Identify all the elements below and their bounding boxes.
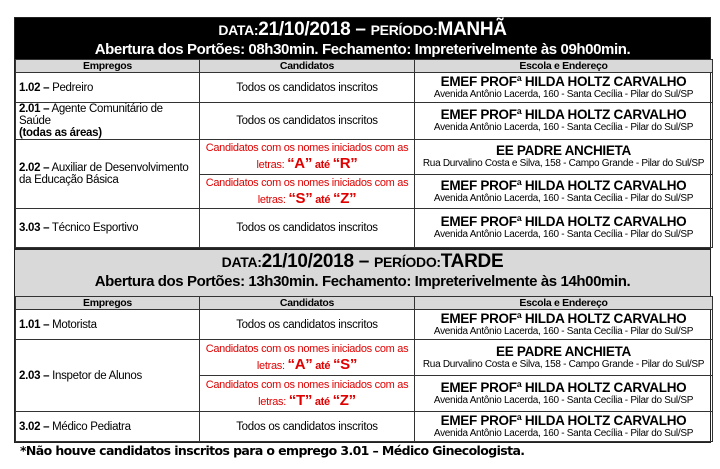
column-header: Escola e Endereço <box>415 297 713 310</box>
table-row <box>16 209 713 248</box>
range-text: Candidatos com os nomes iniciados com as letras: <box>205 342 409 372</box>
school-name: EMEF PROFª HILDA HOLTZ CARVALHO <box>440 310 687 326</box>
candidates-text: Todos os candidatos inscritos <box>236 420 378 433</box>
school-cell <box>415 103 713 140</box>
candidates-text: Todos os candidatos inscritos <box>236 81 378 94</box>
job-name: Auxiliar de Desenvolvimento da Educação Básica <box>19 162 189 186</box>
job-cell <box>16 103 200 140</box>
gates-schedule: Abertura dos Portões: 13h30min. Fechamento: Impreterivelmente às 14h00min. <box>94 273 631 290</box>
school-address: Rua Durvalino Costa e Silva, 158 - Campo Grande - Pilar do Sul/SP <box>422 158 705 169</box>
school-cell <box>415 140 713 175</box>
schedule-header <box>15 250 710 296</box>
candidates-cell <box>200 103 415 140</box>
job-cell <box>16 140 200 209</box>
range-text: Candidatos com os nomes iniciados com as letras: <box>205 378 409 408</box>
candidates-cell <box>200 140 415 175</box>
column-header: Empregos <box>16 60 200 73</box>
candidates-cell <box>200 310 415 340</box>
job-code: 2.02 – <box>19 162 50 174</box>
table-row <box>16 140 713 175</box>
school-cell <box>415 412 713 442</box>
candidates-cell <box>200 73 415 103</box>
school-name: EMEF PROFª HILDA HOLTZ CARVALHO <box>440 379 687 395</box>
job-cell <box>16 412 200 442</box>
candidates-range <box>203 342 411 374</box>
job-name: Motorista <box>49 318 97 331</box>
school-name: EE PADRE ANCHIETA <box>496 143 631 158</box>
range-to: “S” <box>332 355 358 373</box>
gates-schedule: Abertura dos Portões: 08h30min. Fechamento: Impreterivelmente às 09h00min. <box>94 41 631 58</box>
range-to: “R” <box>332 155 358 172</box>
table-row <box>16 412 713 442</box>
schedule-title <box>15 18 710 41</box>
school-name: EMEF PROFª HILDA HOLTZ CARVALHO <box>440 214 687 229</box>
job-cell <box>16 310 200 340</box>
range-from: “A” <box>287 355 313 373</box>
date-label: DATA: <box>221 254 262 270</box>
job-name: Inspetor de Alunos <box>49 369 142 382</box>
school-name: EMEF PROFª HILDA HOLTZ CARVALHO <box>440 107 687 122</box>
range-from: “S” <box>288 189 313 207</box>
range-from: “T” <box>288 391 313 409</box>
footnote: *Não houve candidatos inscritos para o emprego 3.01 – Médico Ginecologista. <box>20 443 525 458</box>
school-address: Avenida Antônio Lacerda, 160 - Santa Cecília - Pilar do Sul/SP <box>433 229 694 240</box>
range-from: “A” <box>287 155 313 172</box>
table-row <box>16 73 713 103</box>
school-cell <box>415 73 713 103</box>
school-address: Avenida Antônio Lacerda, 160 - Santa Cecília - Pilar do Sul/SP <box>433 192 694 204</box>
schedule-morning <box>14 17 711 249</box>
candidates-cell <box>200 340 415 376</box>
school-cell <box>415 376 713 412</box>
table-row <box>16 310 713 340</box>
school-name: EE PADRE ANCHIETA <box>496 343 631 359</box>
school-cell <box>415 209 713 248</box>
candidates-cell <box>200 376 415 412</box>
school-cell <box>415 175 713 209</box>
range-until: até <box>314 395 330 408</box>
period-label: PERÍODO: <box>370 22 438 38</box>
range-until: até <box>315 359 331 372</box>
date: 21/10/2018 <box>258 19 351 40</box>
candidates-text: Todos os candidatos inscritos <box>236 318 378 331</box>
column-header-row <box>16 60 713 73</box>
candidates-text: Todos os candidatos inscritos <box>236 222 378 234</box>
column-header: Empregos <box>16 297 200 310</box>
school-address: Rua Durvalino Costa e Silva, 158 - Campo Grande - Pilar do Sul/SP <box>422 358 705 370</box>
job-name: Médico Pediatra <box>49 420 131 433</box>
dash: – <box>350 19 371 40</box>
period: MANHÃ <box>437 19 507 40</box>
column-header: Candidatos <box>200 297 415 310</box>
job-cell <box>16 340 200 412</box>
range-text: Candidatos com os nomes iniciados com as letras: <box>205 176 409 206</box>
job-note: (todas as áreas) <box>19 127 102 139</box>
candidates-cell <box>200 175 415 209</box>
range-until: até <box>314 159 330 171</box>
column-header: Escola e Endereço <box>415 60 713 73</box>
job-code: 3.03 – <box>19 222 50 234</box>
schedule-header <box>15 18 710 59</box>
school-cell <box>415 310 713 340</box>
date: 21/10/2018 <box>261 251 354 272</box>
table-row <box>16 340 713 376</box>
schedule-table <box>15 296 713 442</box>
candidates-text: Todos os candidatos inscritos <box>236 115 378 127</box>
candidates-cell <box>200 412 415 442</box>
range-to: “Z” <box>332 391 356 409</box>
job-code: 1.01 – <box>19 318 50 331</box>
job-name: Pedreiro <box>49 81 94 94</box>
schedule-table <box>15 59 713 248</box>
school-address: Avenida Antônio Lacerda, 160 - Santa Cecília - Pilar do Sul/SP <box>433 88 694 100</box>
school-address: Avenida Antônio Lacerda, 160 - Santa Cecília - Pilar do Sul/SP <box>433 325 694 337</box>
period: TARDE <box>440 251 504 272</box>
column-header-row <box>16 297 713 310</box>
range-until: até <box>315 193 331 206</box>
school-address: Avenida Antônio Lacerda, 160 - Santa Cecília - Pilar do Sul/SP <box>433 394 694 406</box>
job-code: 1.02 – <box>19 81 50 94</box>
job-code: 3.02 – <box>19 420 50 433</box>
school-name: EMEF PROFª HILDA HOLTZ CARVALHO <box>440 412 687 428</box>
date-label: DATA: <box>218 22 259 38</box>
candidates-range <box>203 378 411 410</box>
period-label: PERÍODO: <box>373 254 441 270</box>
job-code: 2.01 – <box>19 103 50 115</box>
school-name: EMEF PROFª HILDA HOLTZ CARVALHO <box>440 73 687 89</box>
table-row <box>16 103 713 140</box>
range-to: “Z” <box>333 189 357 207</box>
school-address: Avenida Antônio Lacerda, 160 - Santa Cecília - Pilar do Sul/SP <box>433 122 694 133</box>
candidates-cell <box>200 209 415 248</box>
dash: – <box>353 251 374 272</box>
job-cell <box>16 209 200 248</box>
school-cell <box>415 340 713 376</box>
schedule-title <box>15 250 710 273</box>
job-name: Técnico Esportivo <box>49 222 139 234</box>
candidates-range <box>203 176 411 208</box>
candidates-range <box>203 141 411 173</box>
school-address: Avenida Antônio Lacerda, 160 - Santa Cecília - Pilar do Sul/SP <box>433 427 694 439</box>
column-header: Candidatos <box>200 60 415 73</box>
schedule-afternoon <box>14 249 711 443</box>
school-name: EMEF PROFª HILDA HOLTZ CARVALHO <box>440 177 687 193</box>
range-text: Candidatos com os nomes iniciados com as letras: <box>205 142 409 171</box>
job-name: Agente Comunitário de Saúde <box>19 103 163 127</box>
job-code: 2.03 – <box>19 369 50 382</box>
job-cell <box>16 73 200 103</box>
